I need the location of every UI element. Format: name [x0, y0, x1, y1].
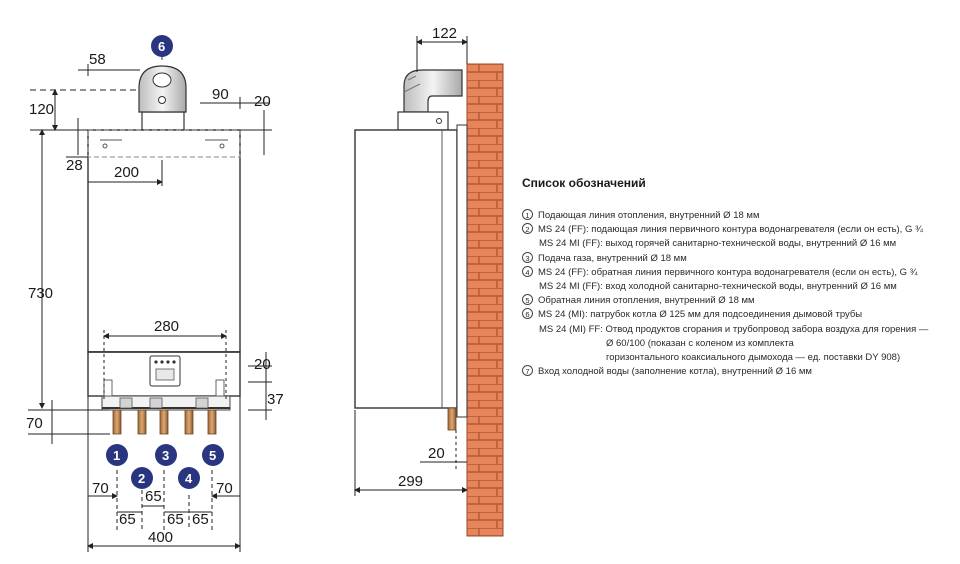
dim-280: 280	[154, 318, 180, 335]
side-view	[355, 25, 503, 536]
legend-number: 3	[522, 252, 533, 263]
dim-65-d: 65	[192, 511, 209, 528]
dim-90: 90	[212, 86, 229, 103]
brick-wall	[467, 64, 503, 536]
legend-text: Подача газа, внутренний Ø 18 мм	[538, 252, 687, 264]
dim-730: 730	[28, 285, 54, 302]
legend-number: 5	[522, 294, 533, 305]
legend-text: MS 24 (FF): обратная линия первичного контура водонагревателя (если он есть), G ¾	[538, 266, 918, 278]
legend-item-6	[522, 308, 952, 365]
dim-299: 299	[398, 473, 424, 490]
dim-20-bottom: 20	[254, 356, 271, 373]
dim-120: 120	[29, 101, 55, 118]
dim-70-pipe: 70	[26, 415, 43, 432]
front-view	[26, 35, 284, 552]
legend-number: 1	[522, 209, 533, 220]
callout-1	[106, 444, 128, 466]
legend-text: MS 24 MI (FF): вход холодной санитарно-технической воды, внутренний Ø 16 мм	[539, 281, 897, 293]
callout-3	[155, 444, 177, 466]
legend-number: 6	[522, 308, 533, 319]
legend-item-3	[522, 252, 952, 266]
side-flue-elbow	[398, 70, 462, 130]
legend-number: 2	[522, 223, 533, 234]
legend-text: Ø 60/100 (показан с коленом из комплекта	[606, 337, 794, 349]
callout-6	[151, 35, 173, 57]
legend-text: MS 24 (MI) FF: Отвод продуктов сгорания и трубопровод забора воздуха для горения —	[539, 323, 929, 335]
legend-item-4	[522, 266, 952, 294]
control-display	[150, 356, 180, 386]
legend-number: 4	[522, 266, 533, 277]
dim-58: 58	[89, 51, 106, 68]
legend-item-5	[522, 294, 952, 308]
dim-70-right: 70	[216, 480, 233, 497]
legend-text: MS 24 MI (FF): выход горячей санитарно-технической воды, внутренний Ø 16 мм	[539, 238, 897, 250]
svg-text:6: 6	[158, 39, 166, 54]
callout-4	[178, 467, 200, 489]
callout-2	[131, 467, 153, 489]
legend-text: MS 24 (FF): подающая линия первичного контура водонагревателя (если он есть), G ¾	[538, 224, 923, 236]
dim-20-top: 20	[254, 93, 271, 110]
legend	[522, 176, 952, 379]
dim-400: 400	[148, 529, 174, 546]
svg-text:5: 5	[209, 448, 217, 463]
legend-number: 7	[522, 365, 533, 376]
legend-text: Подающая линия отопления, внутренний Ø 18 мм	[538, 210, 760, 221]
dim-20-side: 20	[428, 445, 445, 462]
legend-text: MS 24 (MI): патрубок котла Ø 125 мм для подсоединения дымовой трубы	[538, 309, 863, 321]
legend-item-1	[522, 209, 952, 223]
dim-200: 200	[114, 164, 140, 181]
svg-text:2: 2	[138, 471, 146, 486]
dim-65-c: 65	[167, 511, 184, 528]
dim-28: 28	[66, 157, 83, 174]
legend-text: горизонтального коаксиального дымохода — ед. поставки DY 908)	[606, 352, 901, 364]
dim-65-a: 65	[119, 511, 136, 528]
dim-65-b: 65	[145, 488, 162, 505]
dim-70-left: 70	[92, 480, 109, 497]
svg-text:4: 4	[185, 471, 193, 486]
legend-item-2	[522, 223, 952, 251]
callout-5	[202, 444, 224, 466]
svg-text:3: 3	[162, 448, 170, 463]
dim-37: 37	[267, 391, 284, 408]
dim-122: 122	[432, 25, 458, 42]
svg-text:1: 1	[113, 448, 121, 463]
legend-list	[522, 209, 952, 379]
legend-text: Вход холодной воды (заполнение котла), внутренний Ø 16 мм	[538, 366, 812, 378]
legend-text: Обратная линия отопления, внутренний Ø 18 мм	[538, 295, 755, 307]
legend-item-7	[522, 365, 952, 379]
legend-title: Список обозначений	[522, 176, 646, 190]
